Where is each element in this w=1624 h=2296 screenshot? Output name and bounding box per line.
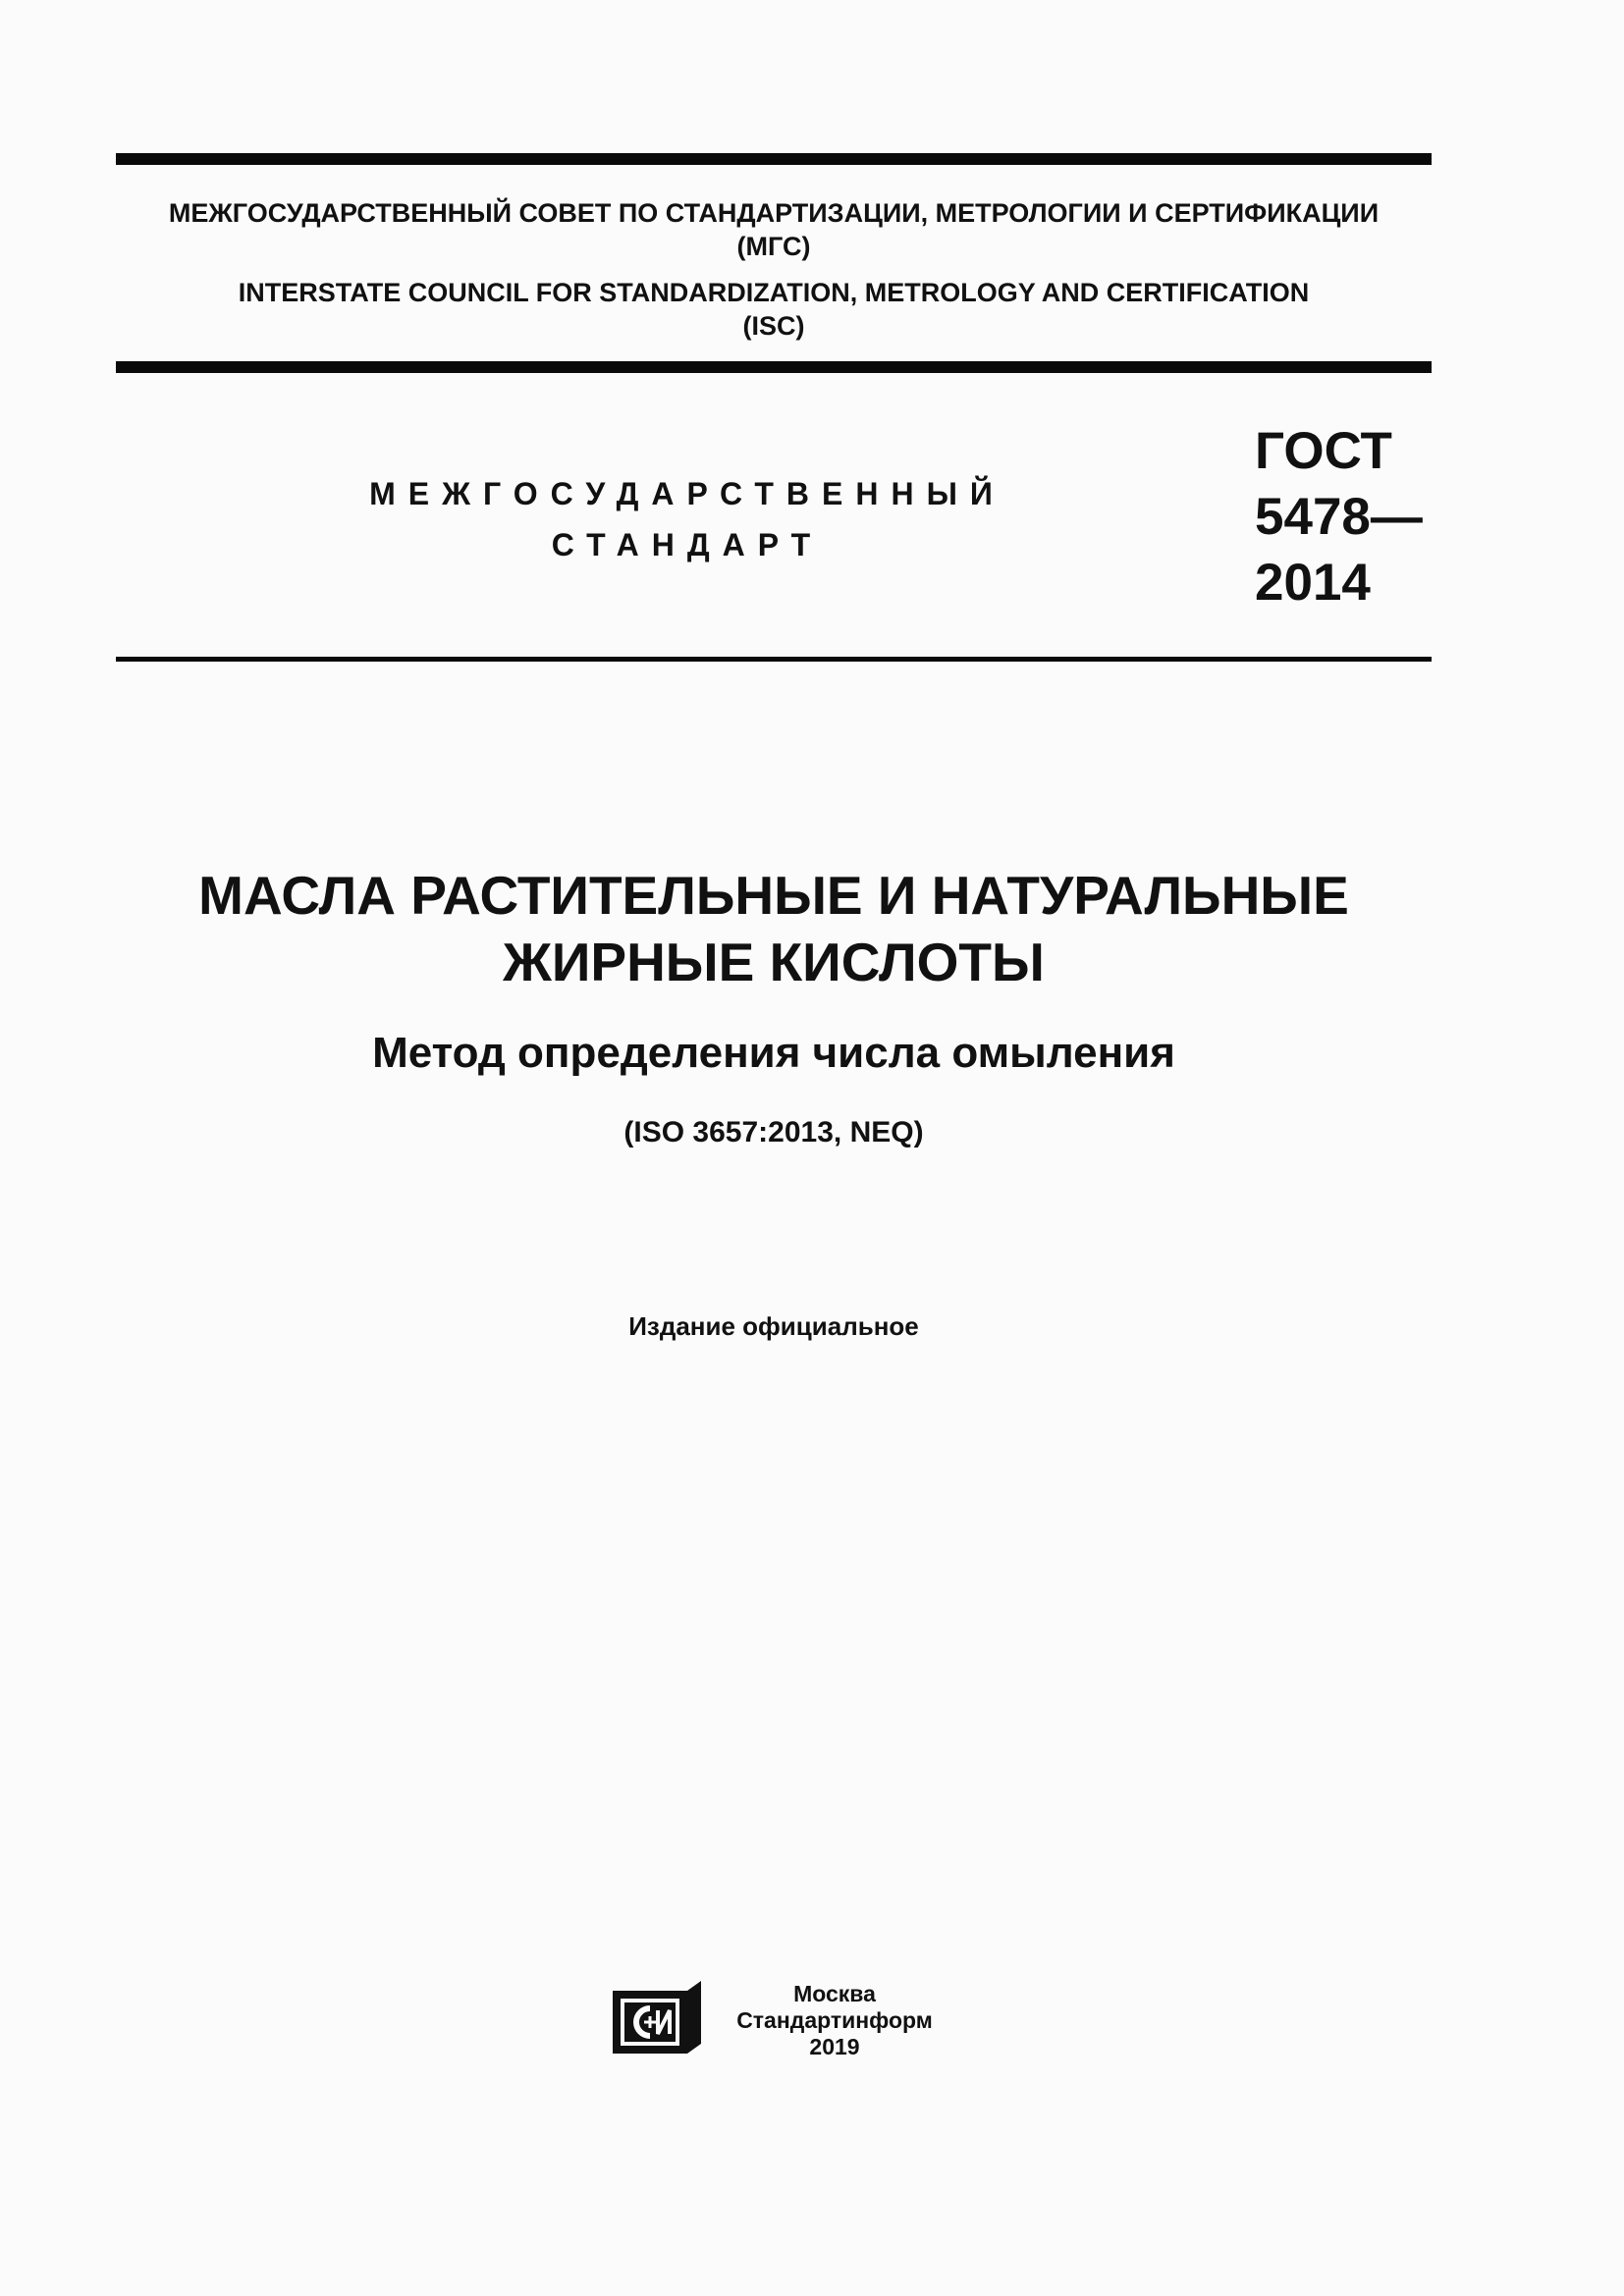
standard-type-line2: СТАНДАРТ bbox=[551, 527, 824, 562]
iso-reference: (ISO 3657:2013, NEQ) bbox=[623, 1116, 924, 1148]
document-title-line1: МАСЛА РАСТИТЕЛЬНЫЕ И НАТУРАЛЬНЫЕ bbox=[198, 865, 1349, 926]
document-title-line2: ЖИРНЫЕ КИСЛОТЫ bbox=[503, 932, 1045, 992]
gost-designation bbox=[1255, 418, 1423, 615]
council-name-en bbox=[116, 276, 1432, 343]
council-name-ru bbox=[116, 196, 1432, 263]
document-subtitle: Метод определения числа омыления bbox=[372, 1029, 1175, 1077]
gost-number: 5478— bbox=[1255, 488, 1423, 546]
standard-type-label bbox=[334, 468, 1041, 570]
standard-type-line1: МЕЖГОСУДАРСТВЕННЫЙ bbox=[369, 476, 1005, 511]
standartinform-logo-icon bbox=[611, 1979, 705, 2057]
council-abbrev-ru: (МГС) bbox=[736, 232, 811, 261]
council-name-ru-line1: МЕЖГОСУДАРСТВЕННЫЙ СОВЕТ ПО СТАНДАРТИЗАЦИИ, МЕТРОЛОГИИ И СЕРТИФИКАЦИИ bbox=[168, 198, 1380, 228]
council-name-en-line1: INTERSTATE COUNCIL FOR STANDARDIZATION, METROLOGY AND CERTIFICATION bbox=[238, 278, 1310, 307]
publisher-block bbox=[717, 1981, 952, 2060]
publication-year: 2019 bbox=[809, 2034, 860, 2059]
gost-prefix: ГОСТ bbox=[1255, 422, 1392, 480]
document-title bbox=[116, 862, 1432, 995]
council-abbrev-en: (ISC) bbox=[742, 311, 805, 341]
top-divider bbox=[116, 153, 1432, 165]
bottom-divider bbox=[116, 657, 1432, 662]
edition-note: Издание официальное bbox=[628, 1311, 919, 1341]
gost-year: 2014 bbox=[1255, 554, 1371, 612]
publisher-name: Стандартинформ bbox=[736, 2007, 933, 2033]
middle-divider bbox=[116, 361, 1432, 373]
publisher-city: Москва bbox=[793, 1981, 876, 2006]
